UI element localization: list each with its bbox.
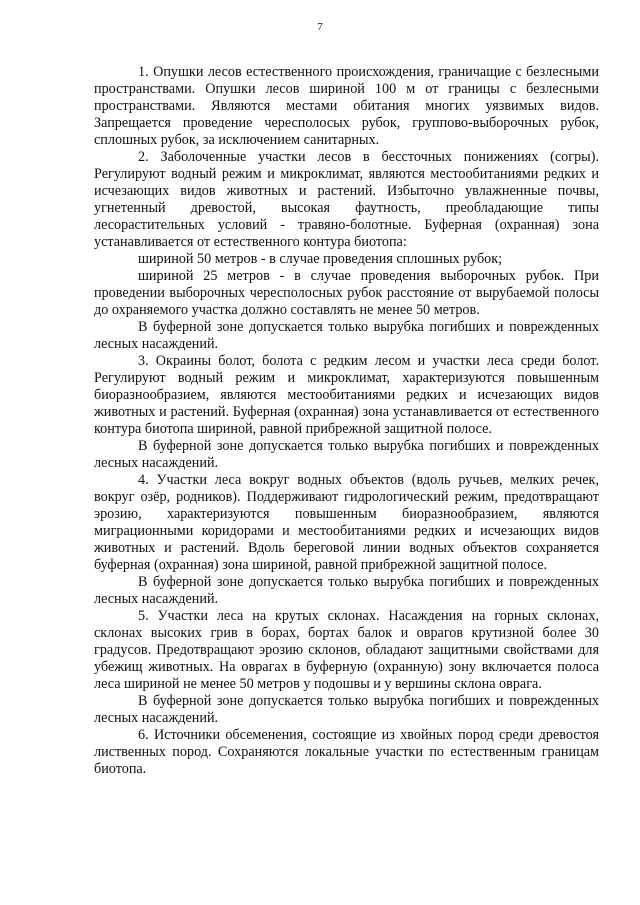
paragraph-forest-edges: 1. Опушки лесов естественного происхождения, граничащие с безлесными пространствами. Опушки лесов шириной 100 м от границы с безлесными пространствами. Являются местами обитания многих уязвимых видов. Запрещается проведение чересполосых рубок, группово-выборочных рубок, сплошных рубок, за исключением санитарных. — [94, 64, 599, 148]
paragraph-buffer-rule-2: В буферной зоне допускается только вырубка погибших и поврежденных лесных насаждений. — [94, 438, 599, 471]
paragraph-water-bodies: 4. Участки леса вокруг водных объектов (вдоль ручьев, мелких речек, вокруг озёр, родников). Поддерживают гидрологический режим, предотвращают эрозию, характеризуются повышенным биоразнообразием, являются миграционными коридорами и местообитаниями редких и исчезающих видов животных и растений. Вдоль береговой линии водных объектов сохраняется буферная (охранная) зона шириной, равной прибрежной защитной полосе. — [94, 472, 599, 573]
paragraph-buffer-rule-1: В буферной зоне допускается только вырубка погибших и поврежденных лесных насаждений. — [94, 319, 599, 352]
paragraph-buffer-50m: шириной 50 метров - в случае проведения сплошных рубок; — [138, 251, 503, 267]
paragraph-swamped-forest: 2. Заболоченные участки лесов в бессточных понижениях (согры). Регулируют водный режим и микроклимат, являются местообитаниями редких и исчезающих видов животных и растений. Избыточно увлажненные почвы, угнетенный древостой, высокая фаутность, преобладающие типы лесорастительных условий - травяно-болотные. Буферная (охранная) зона устанавливается от естественного контура биотопа: — [94, 149, 599, 250]
paragraph-buffer-25m: шириной 25 метров - в случае проведения выборочных рубок. При проведении выборочных чересполосных рубок расстояние от вырубаемой полосы до охраняемого участка должно составлять не менее 50 метров. — [94, 268, 599, 318]
paragraph-seed-sources: 6. Источники обсеменения, состоящие из хвойных пород среди древостоя лиственных пород. Сохраняются локальные участки по естественным границам биотопа. — [94, 727, 599, 777]
page-number: 7 — [317, 21, 323, 33]
paragraph-steep-slopes: 5. Участки леса на крутых склонах. Насаждения на горных склонах, склонах высоких грив в борах, бортах балок и оврагов крутизной более 30 градусов. Предотвращают эрозию склонов, обладают защитными свойствами для убежищ животных. На оврагах в буферную (охранную) зону включается полоса леса шириной не менее 50 метров у подошвы и у вершины склона оврага. — [94, 608, 599, 692]
paragraph-buffer-rule-3: В буферной зоне допускается только вырубка погибших и поврежденных лесных насаждений. — [94, 574, 599, 607]
document-body — [94, 64, 599, 778]
paragraph-bog-margins: 3. Окраины болот, болота с редким лесом и участки леса среди болот. Регулируют водный режим и микроклимат, характеризуются повышенным биоразнообразием, являются местообитаниями редких и исчезающих видов животных и растений. Буферная (охранная) зона устанавливается от естественного контура биотопа шириной, равной прибрежной защитной полосе. — [94, 353, 599, 437]
paragraph-buffer-rule-4: В буферной зоне допускается только вырубка погибших и поврежденных лесных насаждений. — [94, 693, 599, 726]
